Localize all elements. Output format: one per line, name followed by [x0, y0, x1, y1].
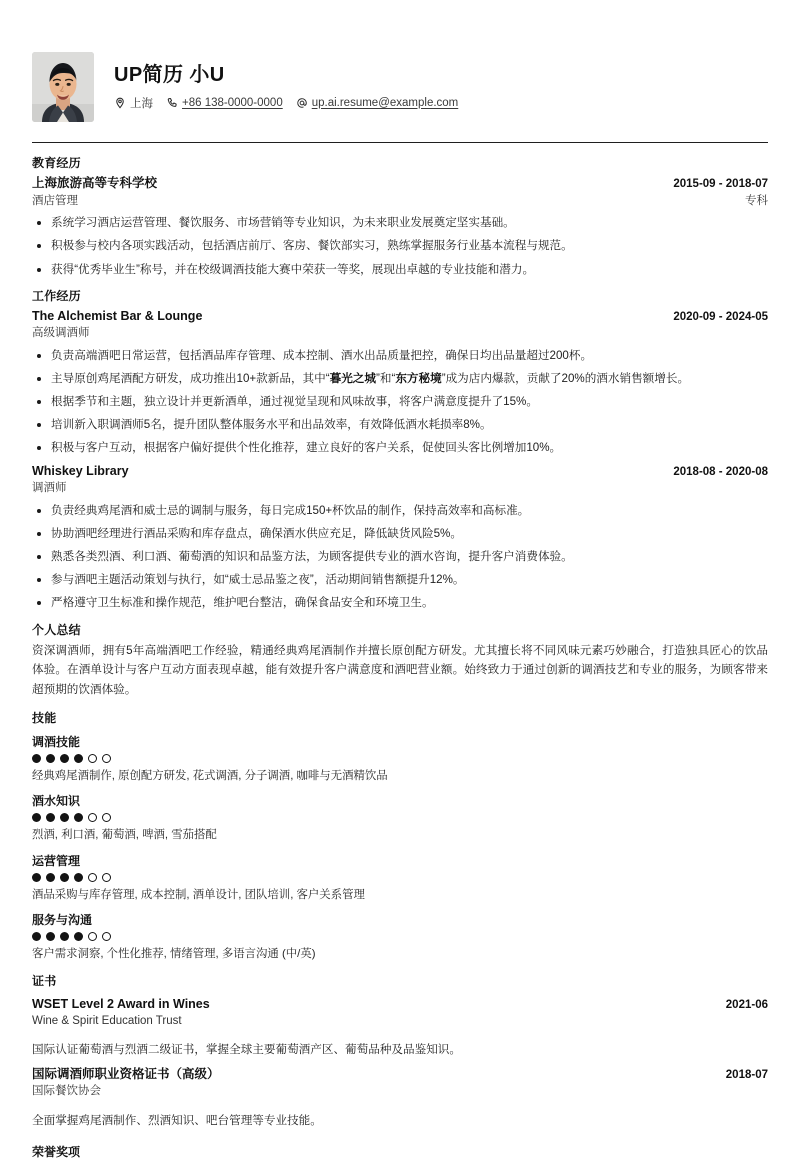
work-date: 2018-08 - 2020-08 — [673, 466, 768, 479]
rating-dot-filled — [74, 813, 83, 822]
school-name: 上海旅游高等专科学校 — [32, 176, 158, 190]
rating-dot-empty — [88, 932, 97, 941]
section-education — [32, 154, 768, 278]
list-item: 主导原创鸡尾酒配方研发，成功推出10+款新品，其中“暮光之城”和“东方秘境”成为店内爆款，贡献了20%的酒水销售额增长。 — [32, 370, 768, 388]
list-item: 获得“优秀毕业生”称号，并在校级调酒技能大赛中荣获一等奖，展现出卓越的专业技能和潜力。 — [32, 261, 768, 279]
work-entry-2-head — [32, 462, 768, 480]
highlight-term: 暮光之城 — [329, 371, 376, 385]
section-title-skills: 技能 — [32, 711, 57, 726]
rating-dot-empty — [102, 932, 111, 941]
education-degree: 专科 — [745, 195, 768, 208]
rating-dot-filled — [46, 754, 55, 763]
contact-phone[interactable] — [166, 97, 283, 109]
skill-detail: 酒品采购与库存管理, 成本控制, 酒单设计, 团队培训, 客户关系管理 — [32, 888, 365, 901]
avatar — [32, 52, 94, 122]
certificate-2-head — [32, 1065, 768, 1083]
section-title-work: 工作经历 — [32, 289, 81, 304]
skill-detail: 经典鸡尾酒制作, 原创配方研发, 花式调酒, 分子调酒, 咖啡与无酒精饮品 — [32, 770, 388, 783]
education-date: 2015-09 - 2018-07 — [673, 178, 768, 190]
rating-dot-filled — [32, 813, 41, 822]
rating-dot-empty — [102, 873, 111, 882]
skill-name: 调酒技能 — [32, 735, 81, 750]
skill-detail: 客户需求洞察, 个性化推荐, 情绪管理, 多语言沟通 (中/英) — [32, 947, 316, 960]
list-item: 参与酒吧主题活动策划与执行，如“威士忌品鉴之夜”，活动期间销售额提升12%。 — [32, 571, 768, 589]
rating-dot-filled — [46, 873, 55, 882]
at-email-icon — [296, 97, 308, 109]
skill-rating — [32, 754, 768, 763]
highlight-term: 东方秘境 — [395, 371, 442, 385]
rating-dot-filled — [74, 932, 83, 941]
list-item: 系统学习酒店运营管理、餐饮服务、市场营销等专业知识，为未来职业发展奠定坚实基础。 — [32, 214, 768, 232]
certificate-entry-2 — [32, 1065, 768, 1129]
section-skills — [32, 709, 768, 962]
skill-item-0 — [32, 733, 768, 785]
contact-phone-text[interactable]: +86 138-0000-0000 — [182, 96, 283, 109]
certificate-date: 2018-07 — [725, 1069, 768, 1082]
skill-rating — [32, 873, 768, 882]
location-pin-icon — [114, 97, 126, 109]
skill-rating — [32, 932, 768, 941]
education-bullets — [32, 214, 768, 278]
list-item: 根据季节和主题，独立设计并更新酒单，通过视觉呈现和风味故事，将客户满意度提升了15%。 — [32, 393, 768, 411]
certificate-1-head — [32, 995, 768, 1013]
list-item: 培训新入职调酒师5名，提升团队整体服务水平和出品效率，有效降低酒水耗损率8%。 — [32, 416, 768, 434]
skill-name: 运营管理 — [32, 853, 81, 868]
rating-dot-filled — [46, 813, 55, 822]
page-title: UP简历 小U — [114, 63, 225, 86]
rating-dot-filled — [60, 932, 69, 941]
list-item: 负责经典鸡尾酒和威士忌的调制与服务，每日完成150+杯饮品的制作，保持高效率和高标准。 — [32, 502, 768, 520]
education-major: 酒店管理 — [32, 195, 78, 208]
phone-icon — [166, 97, 178, 109]
section-title-education: 教育经历 — [32, 156, 81, 170]
list-item: 负责高端酒吧日常运营，包括酒品库存管理、成本控制、酒水出品质量把控，确保日均出品量超过200杯。 — [32, 347, 768, 365]
skill-item-1 — [32, 792, 768, 844]
rating-dot-filled — [60, 754, 69, 763]
job-role: 高级调酒师 — [32, 327, 90, 340]
section-title-awards: 荣誉奖项 — [32, 1145, 81, 1160]
certificate-name: 国际调酒师职业资格证书（高级） — [32, 1067, 220, 1082]
rating-dot-filled — [32, 754, 41, 763]
certificate-entry-1 — [32, 995, 768, 1059]
rating-dot-empty — [102, 813, 111, 822]
work-entry-1 — [32, 307, 768, 456]
education-entry-head — [32, 174, 768, 192]
rating-dot-filled — [46, 932, 55, 941]
skill-name: 服务与沟通 — [32, 912, 93, 927]
certificate-issuer: Wine & Spirit Education Trust — [32, 1014, 182, 1027]
contact-location — [114, 95, 153, 111]
section-certificates — [32, 972, 768, 1130]
header-divider — [32, 142, 768, 143]
certificate-date: 2021-06 — [725, 998, 768, 1011]
rating-dot-empty — [102, 754, 111, 763]
section-title-summary: 个人总结 — [32, 622, 81, 637]
work-entry-1-head — [32, 307, 768, 325]
list-item: 严格遵守卫生标准和操作规范，维护吧台整洁，确保食品安全和环境卫生。 — [32, 594, 768, 612]
rating-dot-filled — [60, 813, 69, 822]
education-subrow — [32, 192, 768, 210]
summary-text: 资深调酒师，拥有5年高端酒吧工作经验，精通经典鸡尾酒制作并擅长原创配方研发。尤其擅长将不同风味元素巧妙融合，打造独具匠心的饮品体验。在酒单设计与客户互动方面表现卓越，能有效提升客户满意度和酒吧营业额。始终致力于通过创新的调酒技艺和专业的服务，为顾客带来超预期的饮酒体验。 — [32, 643, 768, 697]
identity-block — [114, 64, 768, 111]
skill-detail: 烈酒, 利口酒, 葡萄酒, 啤酒, 雪茄搭配 — [32, 829, 217, 842]
work-date: 2020-09 - 2024-05 — [673, 311, 768, 324]
education-entry — [32, 174, 768, 278]
rating-dot-filled — [32, 873, 41, 882]
list-item: 熟悉各类烈酒、利口酒、葡萄酒的知识和品鉴方法，为顾客提供专业的酒水咨询，提升客户消费体验。 — [32, 548, 768, 566]
rating-dot-filled — [60, 873, 69, 882]
skill-rating — [32, 813, 768, 822]
skill-item-3 — [32, 911, 768, 963]
company-name: The Alchemist Bar & Lounge — [32, 309, 203, 324]
list-item: 协助酒吧经理进行酒品采购和库存盘点，确保酒水供应充足，降低缺货风险5%。 — [32, 525, 768, 543]
rating-dot-empty — [88, 754, 97, 763]
section-work — [32, 287, 768, 611]
certificate-name: WSET Level 2 Award in Wines — [32, 996, 210, 1011]
person-photo-icon — [32, 52, 94, 122]
rating-dot-filled — [32, 932, 41, 941]
rating-dot-empty — [88, 873, 97, 882]
job-role: 调酒师 — [32, 482, 67, 495]
contact-email[interactable] — [296, 97, 459, 109]
company-name: Whiskey Library — [32, 464, 129, 479]
contact-row — [114, 95, 768, 111]
rating-dot-empty — [88, 813, 97, 822]
contact-email-text[interactable]: up.ai.resume@example.com — [311, 96, 459, 109]
section-title-certificates: 证书 — [32, 973, 57, 988]
list-item: 积极与客户互动，根据客户偏好提供个性化推荐，建立良好的客户关系，促使回头客比例增加10%。 — [32, 439, 768, 457]
skill-name: 酒水知识 — [32, 794, 81, 809]
section-summary — [32, 621, 768, 701]
skill-item-2 — [32, 852, 768, 904]
work-bullets-1 — [32, 347, 768, 457]
certificate-description: 国际认证葡萄酒与烈酒二级证书，掌握全球主要葡萄酒产区、葡萄品种及品鉴知识。 — [32, 1043, 461, 1057]
list-item: 积极参与校内各项实践活动，包括酒店前厅、客房、餐饮部实习，熟练掌握服务行业基本流程与规范。 — [32, 237, 768, 255]
certificate-description: 全面掌握鸡尾酒制作、烈酒知识、吧台管理等专业技能。 — [32, 1113, 322, 1127]
resume-header — [32, 34, 768, 138]
rating-dot-filled — [74, 873, 83, 882]
work-entry-2 — [32, 462, 768, 611]
certificate-issuer: 国际餐饮协会 — [32, 1085, 101, 1098]
contact-location-text: 上海 — [130, 97, 153, 110]
rating-dot-filled — [74, 754, 83, 763]
work-bullets-2 — [32, 502, 768, 612]
